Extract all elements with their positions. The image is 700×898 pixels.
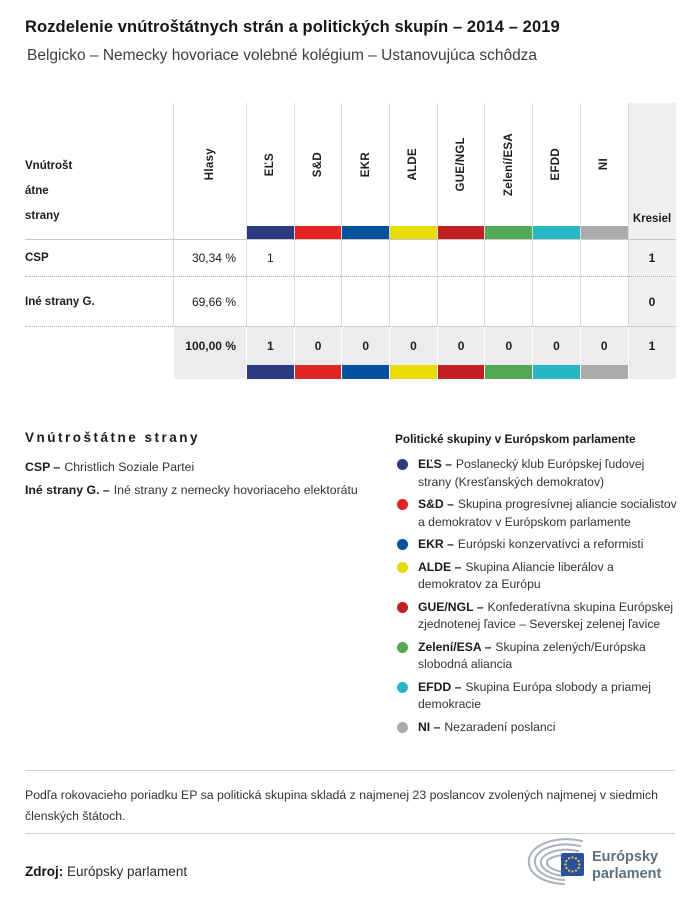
legend-item	[395, 536, 680, 554]
group-color-bar	[484, 365, 532, 379]
row-header-line: átne	[25, 185, 49, 197]
group-name: Skupina progresívnej aliancie socialistov a demokratov v Európskom parlamente	[418, 497, 677, 529]
group-color-bar	[247, 226, 294, 239]
group-description	[418, 456, 680, 491]
group-cell	[532, 276, 580, 326]
legend-item	[395, 599, 680, 634]
group-description	[418, 559, 680, 594]
col-header-zeleni-esa	[484, 103, 532, 240]
total-group-cell: 0	[484, 326, 532, 365]
page-title: Rozdelenie vnútroštátnych strán a politických skupín – 2014 – 2019	[25, 18, 560, 36]
votes-header-label: Hlasy	[204, 148, 216, 181]
legend-item	[395, 639, 680, 674]
group-cell	[437, 240, 485, 276]
group-abbr: GUE/NGL –	[418, 599, 484, 614]
group-color-dot	[397, 539, 408, 550]
european-parliament-logo	[526, 836, 678, 892]
group-cell	[294, 240, 342, 276]
total-group-cell: 0	[294, 326, 342, 365]
seats-cell: 1	[628, 240, 676, 276]
footnote: Podľa rokovacieho poriadku EP sa politická skupina skladá z najmenej 23 poslancov zvolených najmenej v siedmich členských štátoch.	[25, 770, 675, 827]
group-header-label: GUE/NGL	[455, 137, 468, 192]
col-header-ni	[580, 103, 628, 240]
group-cell	[484, 276, 532, 326]
group-description	[418, 679, 680, 714]
group-name: Skupina Aliancie liberálov a demokratov za Európu	[418, 559, 614, 591]
group-cell	[484, 240, 532, 276]
group-header-label: EFDD	[550, 148, 563, 181]
group-color-bar	[580, 365, 628, 379]
group-abbr: ALDE –	[418, 559, 462, 574]
group-color-bar	[581, 226, 628, 239]
votes-cell: 30,34 %	[173, 240, 246, 276]
group-cell	[389, 276, 437, 326]
group-abbr: S&D –	[418, 497, 454, 511]
group-name: Európski konzervatívci a reformisti	[457, 537, 644, 551]
group-name: Nezaradení poslanci	[444, 719, 556, 734]
total-group-cell: 1	[246, 326, 294, 365]
group-description	[418, 719, 680, 737]
ep-logo-text-line2: parlament	[592, 866, 662, 882]
votes-cell: 69,66 %	[173, 276, 246, 326]
legend-item	[395, 719, 680, 737]
group-color-dot	[397, 459, 408, 470]
party-name: Christlich Soziale Partei	[64, 460, 195, 474]
seats-cell: 0	[628, 276, 676, 326]
group-cell	[389, 240, 437, 276]
group-cell	[341, 276, 389, 326]
group-cell	[437, 276, 485, 326]
group-color-bar	[341, 365, 389, 379]
group-cell: 1	[246, 240, 294, 276]
group-color-bar	[532, 365, 580, 379]
total-group-cell: 0	[389, 326, 437, 365]
legend-item	[395, 559, 680, 594]
party-row-label: Iné strany G.	[25, 276, 173, 326]
source-label: Zdroj:	[25, 864, 64, 879]
group-description	[418, 639, 680, 674]
group-color-dot	[397, 722, 408, 733]
ep-logo-text-line1: Európsky	[592, 849, 659, 865]
group-description	[418, 536, 680, 554]
group-color-bar	[342, 226, 389, 239]
group-color-bar	[533, 226, 580, 239]
group-description	[418, 496, 680, 531]
group-abbr: EĽS –	[418, 457, 452, 471]
group-color-bar	[389, 365, 437, 379]
group-cell	[580, 276, 628, 326]
group-header-label: EKR	[359, 151, 372, 178]
group-cell	[246, 276, 294, 326]
group-cell	[532, 240, 580, 276]
group-color-bar	[390, 226, 437, 239]
legend-item	[25, 460, 375, 475]
legend-item	[25, 483, 375, 498]
col-header-seats	[628, 103, 676, 240]
group-abbr: Zelení/ESA –	[418, 639, 492, 654]
divider	[25, 833, 675, 834]
group-abbr: NI –	[418, 719, 441, 734]
group-cell	[580, 240, 628, 276]
group-header-label: S&D	[312, 151, 325, 178]
national-parties-legend	[25, 430, 375, 506]
group-header-label: Zelení/ESA	[502, 132, 515, 197]
col-header-guengl	[437, 103, 485, 240]
total-seats-cell: 1	[628, 326, 676, 365]
party-row-label: CSP	[25, 252, 49, 264]
group-abbr: EFDD –	[418, 679, 462, 694]
group-name: Skupina Európa slobody a priamej demokracie	[418, 679, 651, 711]
seats-header-label: Kresiel	[632, 213, 672, 225]
col-header-alde	[389, 103, 437, 240]
group-abbr: EKR –	[418, 537, 454, 551]
col-header-ekr	[341, 103, 389, 240]
col-header-els	[246, 103, 294, 240]
group-color-dot	[397, 499, 408, 510]
group-header-label: NI	[598, 158, 611, 171]
bar-row-seats-spacer	[628, 365, 676, 379]
legend-heading: Vnútroštátne strany	[25, 430, 201, 445]
row-header-line: Vnútrošt	[25, 160, 73, 172]
source-value: Európsky parlament	[67, 864, 188, 879]
group-color-dot	[397, 602, 408, 613]
group-color-bar	[437, 365, 485, 379]
group-cell	[294, 276, 342, 326]
col-header-sd	[294, 103, 342, 240]
group-color-bar	[294, 365, 342, 379]
results-table	[25, 103, 676, 379]
legend-heading: Politické skupiny v Európskom parlamente	[395, 432, 636, 446]
group-color-bar	[485, 226, 532, 239]
source-line	[25, 864, 187, 879]
table-corner-header	[25, 103, 173, 240]
total-group-cell: 0	[341, 326, 389, 365]
group-header-label: ALDE	[407, 148, 420, 181]
group-color-bar	[438, 226, 485, 239]
group-name: Poslanecký klub Európskej ľudovej strany (Kresťanských demokratov)	[418, 457, 645, 489]
legend-item	[395, 679, 680, 714]
total-group-cell: 0	[580, 326, 628, 365]
total-group-cell: 0	[437, 326, 485, 365]
bar-row-votes-spacer	[173, 365, 246, 379]
group-color-bar	[295, 226, 342, 239]
legend-item	[395, 496, 680, 531]
col-header-votes	[173, 103, 246, 240]
party-abbr: CSP –	[25, 460, 61, 474]
group-color-dot	[397, 642, 408, 653]
group-name: Skupina zelených/Európska slobodná aliancia	[418, 639, 646, 671]
party-abbr: Iné strany G. –	[25, 483, 110, 497]
political-groups-legend	[395, 432, 680, 741]
group-description	[418, 599, 680, 634]
page-subtitle: Belgicko – Nemecky hovoriace volebné kolégium – Ustanovujúca schôdza	[27, 47, 538, 64]
group-name: Konfederatívna skupina Európskej zjednotenej ľavice – Severskej zelenej ľavice	[418, 599, 674, 631]
legend-item	[395, 456, 680, 491]
group-cell	[341, 240, 389, 276]
col-header-efdd	[532, 103, 580, 240]
total-row-label	[25, 326, 173, 365]
group-color-bar	[246, 365, 294, 379]
bar-row-spacer	[25, 365, 173, 379]
group-color-dot	[397, 562, 408, 573]
party-name: Iné strany z nemecky hovoriaceho elektorátu	[113, 483, 358, 497]
row-header-line: strany	[25, 210, 60, 222]
total-votes-cell: 100,00 %	[173, 326, 246, 365]
group-color-dot	[397, 682, 408, 693]
group-header-label: EĽS	[264, 152, 277, 177]
total-group-cell: 0	[532, 326, 580, 365]
row-header-label	[25, 154, 72, 229]
